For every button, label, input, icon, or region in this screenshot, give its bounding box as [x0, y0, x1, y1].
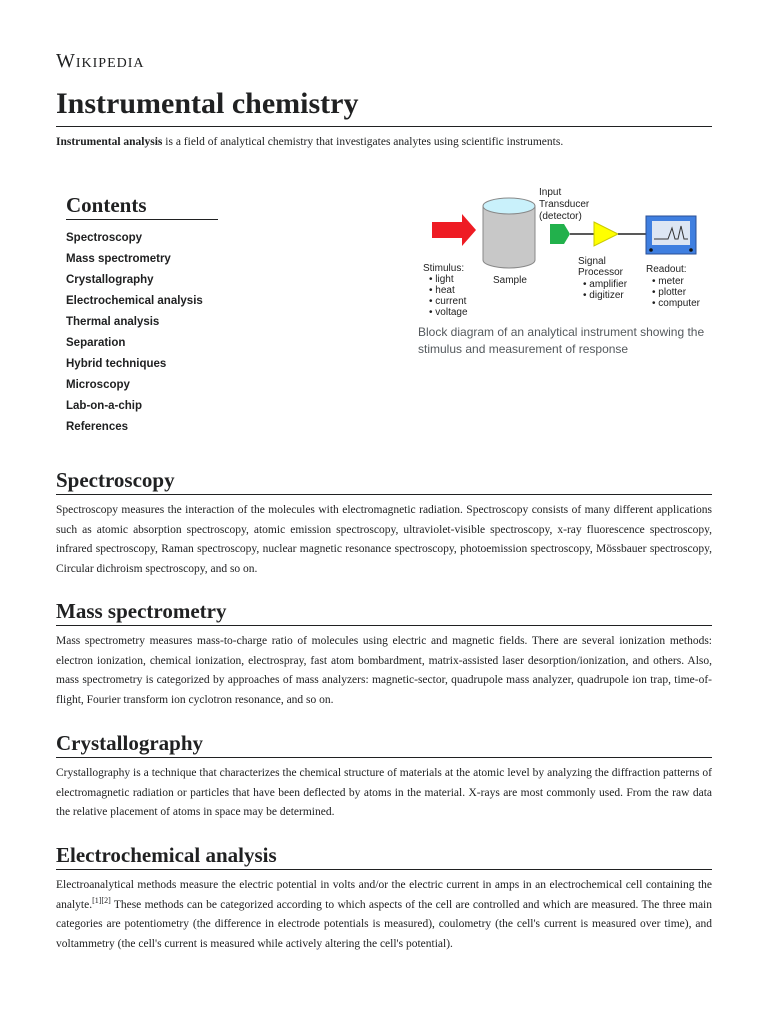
logo-text: Wikipedia — [56, 50, 145, 72]
readout-device — [646, 216, 696, 254]
section-spectroscopy — [56, 466, 712, 579]
toc-title: Contents — [66, 192, 218, 220]
stimulus-arrow — [432, 214, 476, 246]
section-paragraph: Mass spectrometry measures mass-to-charge ratio of molecules using electric and magnetic fields. There are several ionization methods: electron ionization, chemical ionization, electrospray, fast atom bombardment, matrix-assisted laser desorption/ionization, and others. Also, mass spectrometry is categorized by approaches of mass analyzers: magnetic-sector, quadrupole mass analyzer, quadrupole ion trap, time-of-flight, Fourier transform ion cyclotron resonance, and so on. — [56, 635, 712, 706]
toc-item-hybrid-techniques[interactable]: Hybrid techniques — [66, 358, 167, 370]
toc-item-crystallography[interactable]: Crystallography — [66, 274, 154, 286]
readout-title: Readout: — [646, 264, 687, 275]
readout-item: • computer — [652, 298, 700, 309]
section-paragraph: Spectroscopy measures the interaction of the molecules with electromagnetic radiation. Spectroscopy consists of many different applications such as atomic absorption spectroscopy, atomic emission spectroscopy, ultraviolet-visible spectroscopy, x-ray fluorescence spectroscopy, infrared spectroscopy, Raman spectroscopy, nuclear magnetic resonance spectroscopy, photoemission spectroscopy, Mössbauer spectroscopy, Circular dichroism spectroscopy, and so on. — [56, 504, 712, 575]
intro-paragraph — [56, 134, 716, 150]
transducer-shape — [550, 224, 570, 244]
intro-text: is a field of analytical chemistry that investigates analytes using scientific instruments. — [162, 136, 564, 148]
section-crystallography — [56, 729, 712, 823]
intro-bold-term: Instrumental analysis — [56, 136, 163, 148]
section-paragraph: Crystallography is a technique that characterizes the chemical structure of materials at the atomic level by analyzing the diffraction patterns of electromagnetic radiation or particles that have been deflected by atoms in the material. X-rays are most commonly used. From the raw data the relative placement of atoms in space may be determined. — [56, 767, 712, 818]
section-heading: Electrochemical analysis — [56, 841, 712, 870]
figure-caption: Block diagram of an analytical instrument showing the stimulus and measurement of response — [418, 325, 705, 356]
toc-item-separation[interactable]: Separation — [66, 337, 126, 349]
toc-item-spectroscopy[interactable]: Spectroscopy — [66, 232, 143, 244]
input-label-2: Transducer — [539, 199, 590, 210]
sample-label: Sample — [493, 275, 527, 286]
section-heading: Spectroscopy — [56, 466, 712, 495]
toc-item-thermal-analysis[interactable]: Thermal analysis — [66, 316, 160, 328]
amplifier-triangle — [594, 222, 618, 246]
toc-item-references[interactable]: References — [66, 421, 129, 433]
block-diagram-svg — [418, 184, 718, 320]
readout-item: • plotter — [652, 287, 687, 298]
signal-label-1: Signal — [578, 256, 606, 267]
input-label-1: Input — [539, 187, 562, 198]
paragraph-text: Electroanalytical methods measure the electric potential in volts and/or the electric current in amps in an electrochemical cell containing the analyte. — [56, 879, 712, 911]
stimulus-item: • heat — [429, 285, 455, 296]
citation-links[interactable]: [1][2] — [92, 895, 111, 905]
signal-item: • amplifier — [583, 279, 628, 290]
page-title: Instrumental chemistry — [56, 84, 712, 127]
toc-item-mass-spectrometry[interactable]: Mass spectrometry — [66, 253, 171, 265]
paragraph-text: These methods can be categorized according to which aspects of the cell are controlled and which are measured. The three main categories are potentiometry (the difference in electrode potentials is measured), coulometry (the cell's current is measured over time), and voltammetry (the cell's current is measured while actively altering the cell's potential). — [56, 898, 712, 950]
section-paragraph — [56, 876, 712, 954]
table-of-contents — [66, 192, 218, 438]
instrument-block-diagram — [418, 184, 718, 364]
section-heading: Mass spectrometry — [56, 597, 712, 626]
section-heading: Crystallography — [56, 729, 712, 758]
signal-label-2: Processor — [578, 267, 624, 278]
stimulus-item: • current — [429, 296, 467, 307]
toc-item-lab-on-a-chip[interactable]: Lab-on-a-chip — [66, 400, 143, 412]
toc-item-microscopy[interactable]: Microscopy — [66, 379, 130, 391]
signal-item: • digitizer — [583, 290, 624, 301]
readout-item: • meter — [652, 276, 684, 287]
toc-list — [66, 228, 218, 438]
stimulus-title: Stimulus: — [423, 263, 465, 274]
section-electrochemical-analysis — [56, 841, 712, 954]
toc-item-electrochemical-analysis[interactable]: Electrochemical analysis — [66, 295, 203, 307]
wikipedia-logo[interactable] — [56, 50, 145, 73]
stimulus-item: • voltage — [429, 307, 468, 318]
sample-cylinder — [483, 198, 535, 268]
stimulus-item: • light — [429, 274, 454, 285]
input-label-3: (detector) — [539, 211, 582, 222]
section-mass-spectrometry — [56, 597, 712, 710]
